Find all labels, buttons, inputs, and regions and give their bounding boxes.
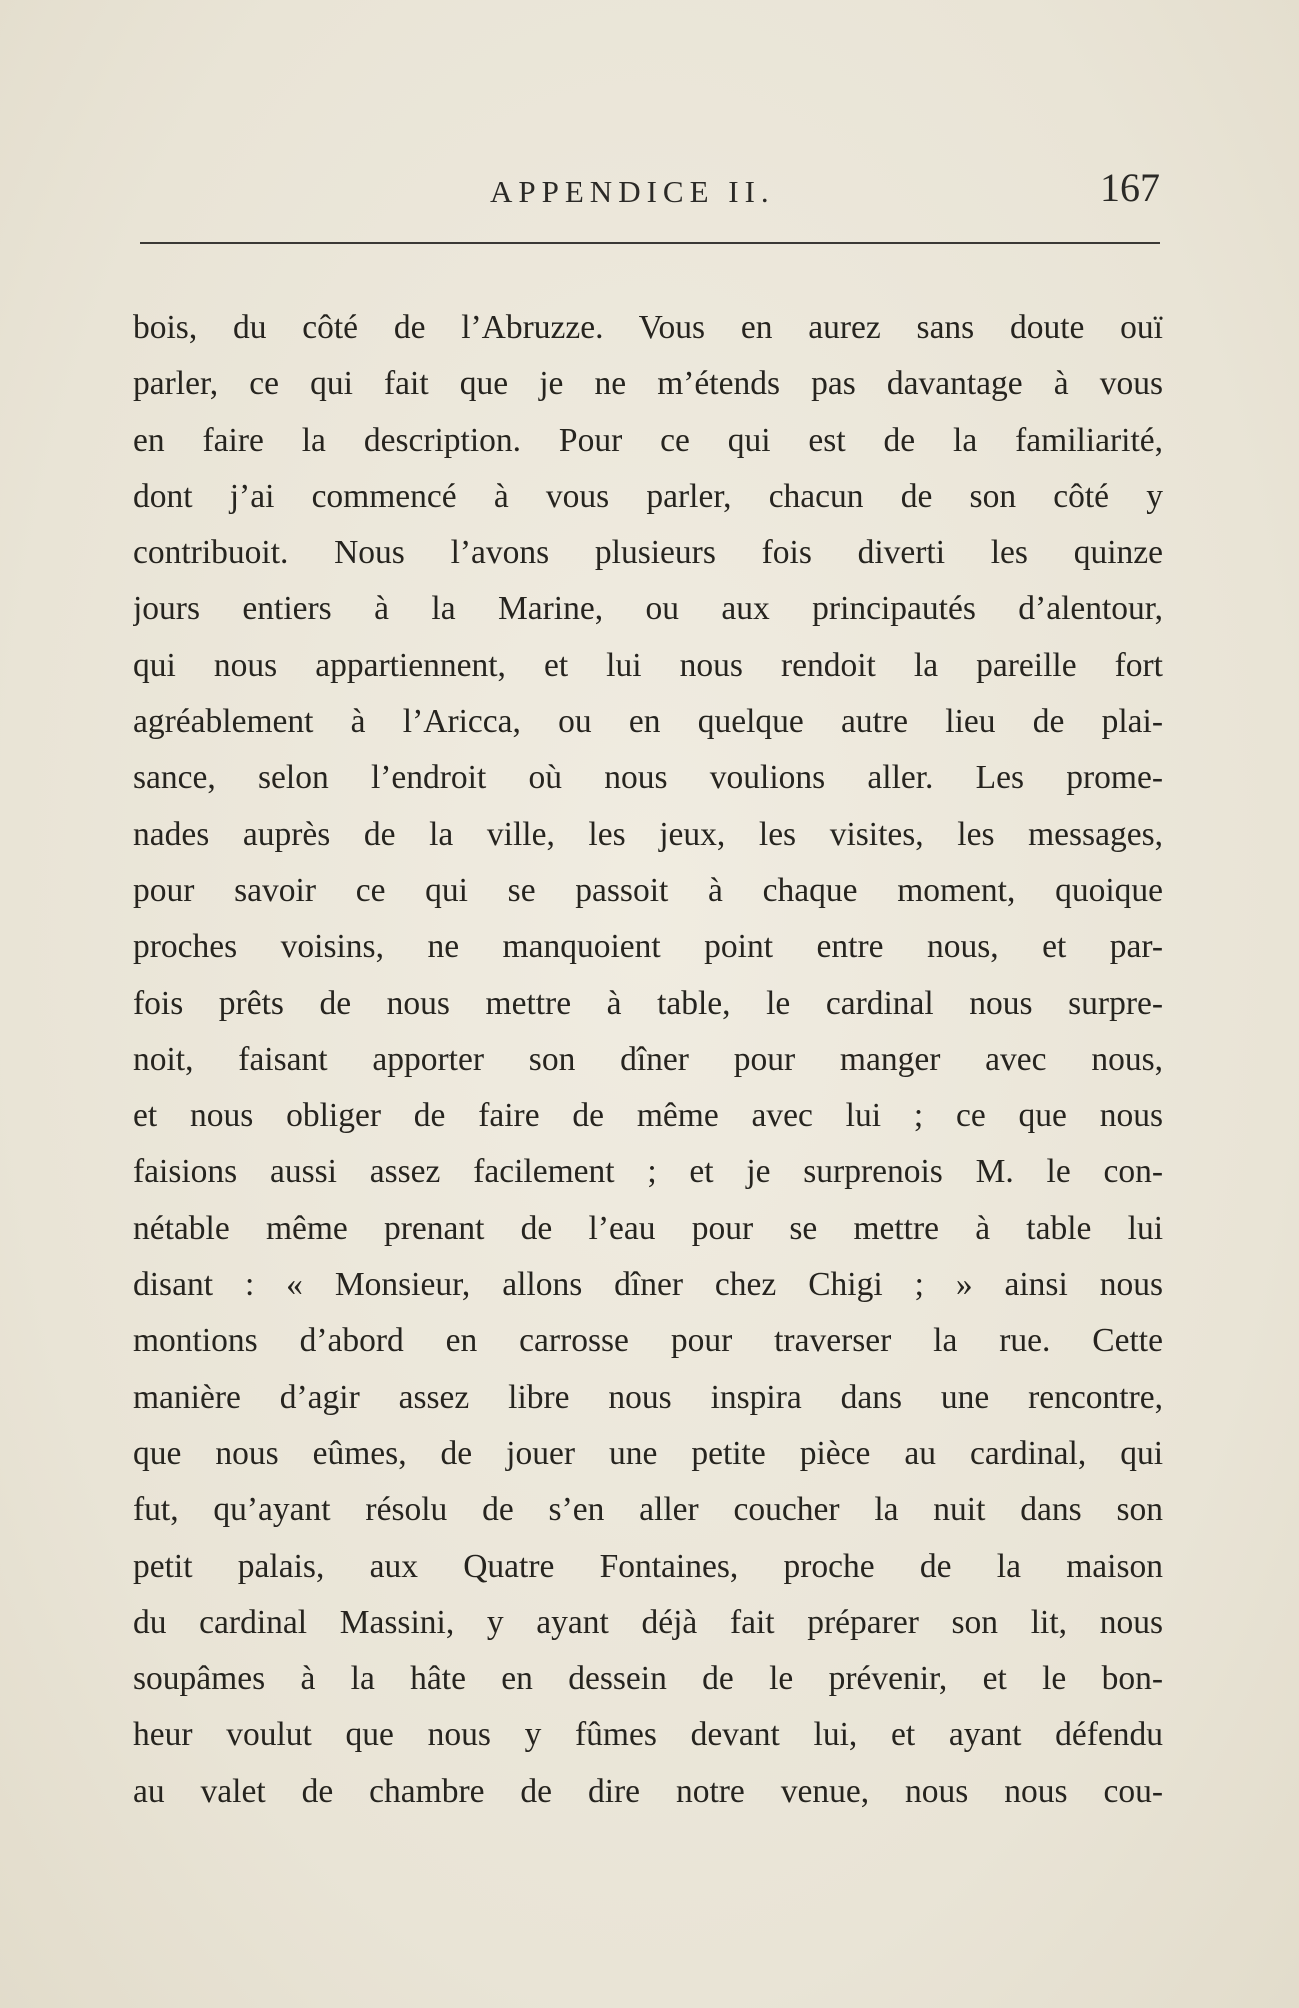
text-line: du cardinal Massini, y ayant déjà fait préparer son lit, nous bbox=[133, 1603, 1163, 1641]
text-line: dont j’ai commencé à vous parler, chacun de son côté y bbox=[133, 477, 1163, 515]
text-line: fut, qu’ayant résolu de s’en aller coucher la nuit dans son bbox=[133, 1491, 1163, 1529]
text-line: contribuoit. Nous l’avons plusieurs fois diverti les quinze bbox=[133, 534, 1163, 572]
header-rule bbox=[140, 242, 1160, 244]
text-line: petit palais, aux Quatre Fontaines, proche de la maison bbox=[133, 1547, 1163, 1585]
running-head bbox=[140, 165, 1160, 220]
text-line: agréablement à l’Aricca, ou en quelque autre lieu de plai- bbox=[133, 703, 1163, 741]
text-line: noit, faisant apporter son dîner pour manger avec nous, bbox=[133, 1040, 1163, 1078]
text-line: faisions aussi assez facilement ; et je surprenois M. le con- bbox=[133, 1153, 1163, 1191]
text-line: soupâmes à la hâte en dessein de le prévenir, et le bon- bbox=[133, 1660, 1163, 1698]
text-line: en faire la description. Pour ce qui est de la familiarité, bbox=[133, 421, 1163, 459]
text-line: que nous eûmes, de jouer une petite pièce au cardinal, qui bbox=[133, 1434, 1163, 1472]
running-head-title: APPENDICE II. bbox=[490, 174, 775, 209]
text-line: parler, ce qui fait que je ne m’étends pas davantage à vous bbox=[133, 365, 1163, 403]
text-line: manière d’agir assez libre nous inspira dans une rencontre, bbox=[133, 1378, 1163, 1416]
text-line: proches voisins, ne manquoient point entre nous, et par- bbox=[133, 928, 1163, 966]
text-line: montions d’abord en carrosse pour traverser la rue. Cette bbox=[133, 1322, 1163, 1360]
body-text bbox=[133, 300, 1163, 1820]
text-line: qui nous appartiennent, et lui nous rendoit la pareille fort bbox=[133, 646, 1163, 684]
text-line: heur voulut que nous y fûmes devant lui, et ayant défendu bbox=[133, 1716, 1163, 1754]
text-line: bois, du côté de l’Abruzze. Vous en aurez sans doute ouï bbox=[133, 309, 1163, 346]
page-number: 167 bbox=[1100, 165, 1160, 210]
text-line: disant : « Monsieur, allons dîner chez Chigi ; » ainsi nous bbox=[133, 1266, 1163, 1304]
text-line: sance, selon l’endroit où nous voulions aller. Les prome- bbox=[133, 759, 1163, 797]
text-line: au valet de chambre de dire notre venue, nous nous cou- bbox=[133, 1772, 1163, 1810]
text-line: et nous obliger de faire de même avec lui ; ce que nous bbox=[133, 1097, 1163, 1135]
text-line: nades auprès de la ville, les jeux, les visites, les messages, bbox=[133, 815, 1163, 853]
text-line: nétable même prenant de l’eau pour se mettre à table lui bbox=[133, 1209, 1163, 1247]
text-line: fois prêts de nous mettre à table, le cardinal nous surpre- bbox=[133, 984, 1163, 1022]
text-line: pour savoir ce qui se passoit à chaque moment, quoique bbox=[133, 871, 1163, 909]
text-line: jours entiers à la Marine, ou aux principautés d’alentour, bbox=[133, 590, 1163, 628]
